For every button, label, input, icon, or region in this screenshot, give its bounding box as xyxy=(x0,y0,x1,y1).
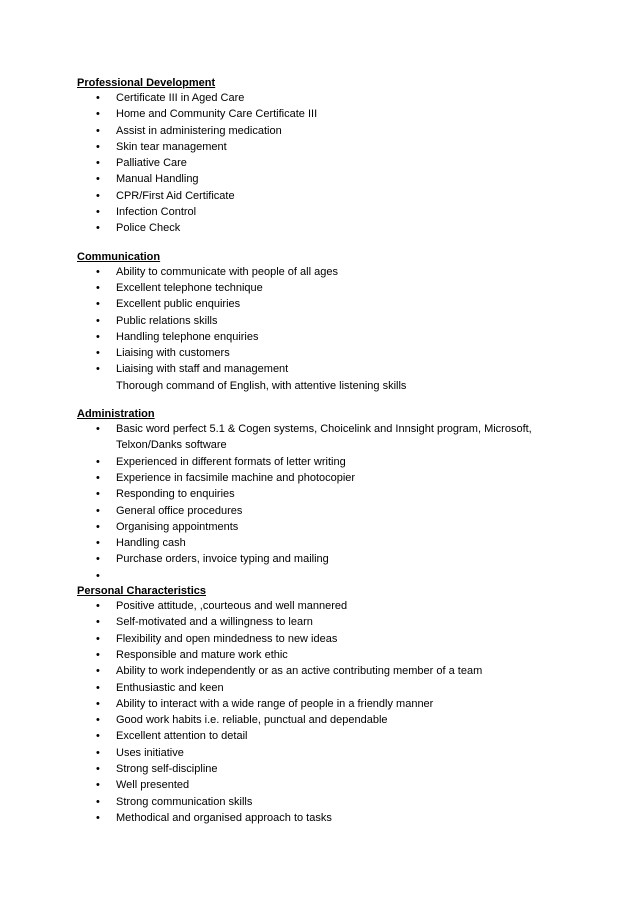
bullet-icon: • xyxy=(96,330,100,343)
section-heading: Communication xyxy=(77,250,161,263)
list-item: • Ability to communicate with people of all ages xyxy=(77,264,547,280)
section-heading: Administration xyxy=(77,408,155,421)
bullet-icon: • xyxy=(96,281,100,294)
bullet-icon: • xyxy=(96,616,100,629)
list-item: • Excellent telephone technique xyxy=(77,280,547,296)
section-administration xyxy=(77,407,547,584)
bullet-icon: • xyxy=(96,537,100,550)
list-item: • Liaising with staff and management xyxy=(77,361,547,377)
bullet-icon: • xyxy=(96,124,100,137)
list-item: • Excellent public enquiries xyxy=(77,296,547,312)
bullet-icon: • xyxy=(96,746,100,759)
list-item: • Experienced in different formats of letter writing xyxy=(77,454,547,470)
bullet-icon: • xyxy=(96,520,100,533)
list-item: • Skin tear management xyxy=(77,139,547,155)
list-item: • Public relations skills xyxy=(77,313,547,329)
bullet-icon: • xyxy=(96,222,100,235)
bullet-icon: • xyxy=(96,762,100,775)
bullet-icon: • xyxy=(96,363,100,376)
bullet-icon: • xyxy=(96,697,100,710)
list-item: • Well presented xyxy=(77,777,547,793)
list-item: • Positive attitude, ,courteous and well mannered xyxy=(77,598,547,614)
list-item: • Ability to work independently or as an active contributing member of a team xyxy=(77,663,547,679)
list-item: • Home and Community Care Certificate III xyxy=(77,106,547,122)
list-item: • Liaising with customers xyxy=(77,345,547,361)
bullet-icon: • xyxy=(96,347,100,360)
list-item: • Uses initiative xyxy=(77,745,547,761)
list-item: • Organising appointments xyxy=(77,519,547,535)
list-item: • Handling telephone enquiries xyxy=(77,329,547,345)
bullet-icon: • xyxy=(96,811,100,824)
list-item: • Strong communication skills xyxy=(77,794,547,810)
list-item: • Strong self-discipline xyxy=(77,761,547,777)
list-item: • Flexibility and open mindedness to new ideas xyxy=(77,631,547,647)
list-item: • Good work habits i.e. reliable, punctual and dependable xyxy=(77,712,547,728)
bullet-icon: • xyxy=(96,314,100,327)
bullet-icon: • xyxy=(96,665,100,678)
bullet-icon: • xyxy=(96,173,100,186)
bullet-icon: • xyxy=(96,206,100,219)
continuation-line: Thorough command of English, with attentive listening skills xyxy=(116,379,407,392)
list-item: • Certificate III in Aged Care xyxy=(77,90,547,106)
list-item: • Self-motivated and a willingness to learn xyxy=(77,614,547,630)
bullet-list xyxy=(77,598,547,826)
bullet-icon: • xyxy=(96,265,100,278)
section-personal-characteristics xyxy=(77,584,547,826)
list-item: • Responding to enquiries xyxy=(77,486,547,502)
list-item: • Methodical and organised approach to tasks xyxy=(77,810,547,826)
list-item: • Ability to interact with a wide range of people in a friendly manner xyxy=(77,696,547,712)
bullet-icon: • xyxy=(96,795,100,808)
bullet-icon: • xyxy=(96,298,100,311)
list-item: • Enthusiastic and keen xyxy=(77,680,547,696)
bullet-icon: • xyxy=(96,681,100,694)
list-item: • Experience in facsimile machine and photocopier xyxy=(77,470,547,486)
bullet-icon: • xyxy=(96,157,100,170)
section-heading: Professional Development xyxy=(77,77,216,89)
bullet-icon: • xyxy=(96,189,100,202)
bullet-list xyxy=(77,264,547,378)
bullet-icon: • xyxy=(96,569,100,582)
bullet-icon: • xyxy=(96,714,100,727)
section-heading: Personal Characteristics xyxy=(77,585,207,598)
list-item: • Basic word perfect 5.1 & Cogen systems, Choicelink and Innsight program, Microsoft, Telxon/Danks software xyxy=(96,423,532,452)
list-item: • Purchase orders, invoice typing and mailing xyxy=(77,551,547,567)
list-item: • Handling cash xyxy=(77,535,547,551)
bullet-icon: • xyxy=(96,471,100,484)
bullet-icon: • xyxy=(96,553,100,566)
list-item: • Excellent attention to detail xyxy=(77,728,547,744)
bullet-list xyxy=(77,421,547,584)
document-body xyxy=(77,76,547,826)
list-item: • Palliative Care xyxy=(77,155,547,171)
bullet-icon: • xyxy=(96,779,100,792)
bullet-list xyxy=(77,90,547,237)
list-item: • Responsible and mature work ethic xyxy=(77,647,547,663)
bullet-icon: • xyxy=(96,632,100,645)
list-item: • Infection Control xyxy=(77,204,547,220)
section-professional-development xyxy=(77,76,547,237)
list-item xyxy=(77,568,547,584)
list-item: • Police Check xyxy=(77,220,547,236)
bullet-icon: • xyxy=(96,140,100,153)
bullet-icon: • xyxy=(96,648,100,661)
list-item: • Manual Handling xyxy=(77,171,547,187)
bullet-icon: • xyxy=(96,455,100,468)
bullet-icon: • xyxy=(96,92,100,104)
bullet-icon: • xyxy=(96,488,100,501)
bullet-icon: • xyxy=(96,423,100,436)
list-item: • CPR/First Aid Certificate xyxy=(77,188,547,204)
section-communication xyxy=(77,250,547,394)
bullet-icon: • xyxy=(96,600,100,613)
bullet-icon: • xyxy=(96,504,100,517)
list-item: • Assist in administering medication xyxy=(77,123,547,139)
list-item: • General office procedures xyxy=(77,503,547,519)
bullet-icon: • xyxy=(96,108,100,121)
bullet-icon: • xyxy=(96,730,100,743)
